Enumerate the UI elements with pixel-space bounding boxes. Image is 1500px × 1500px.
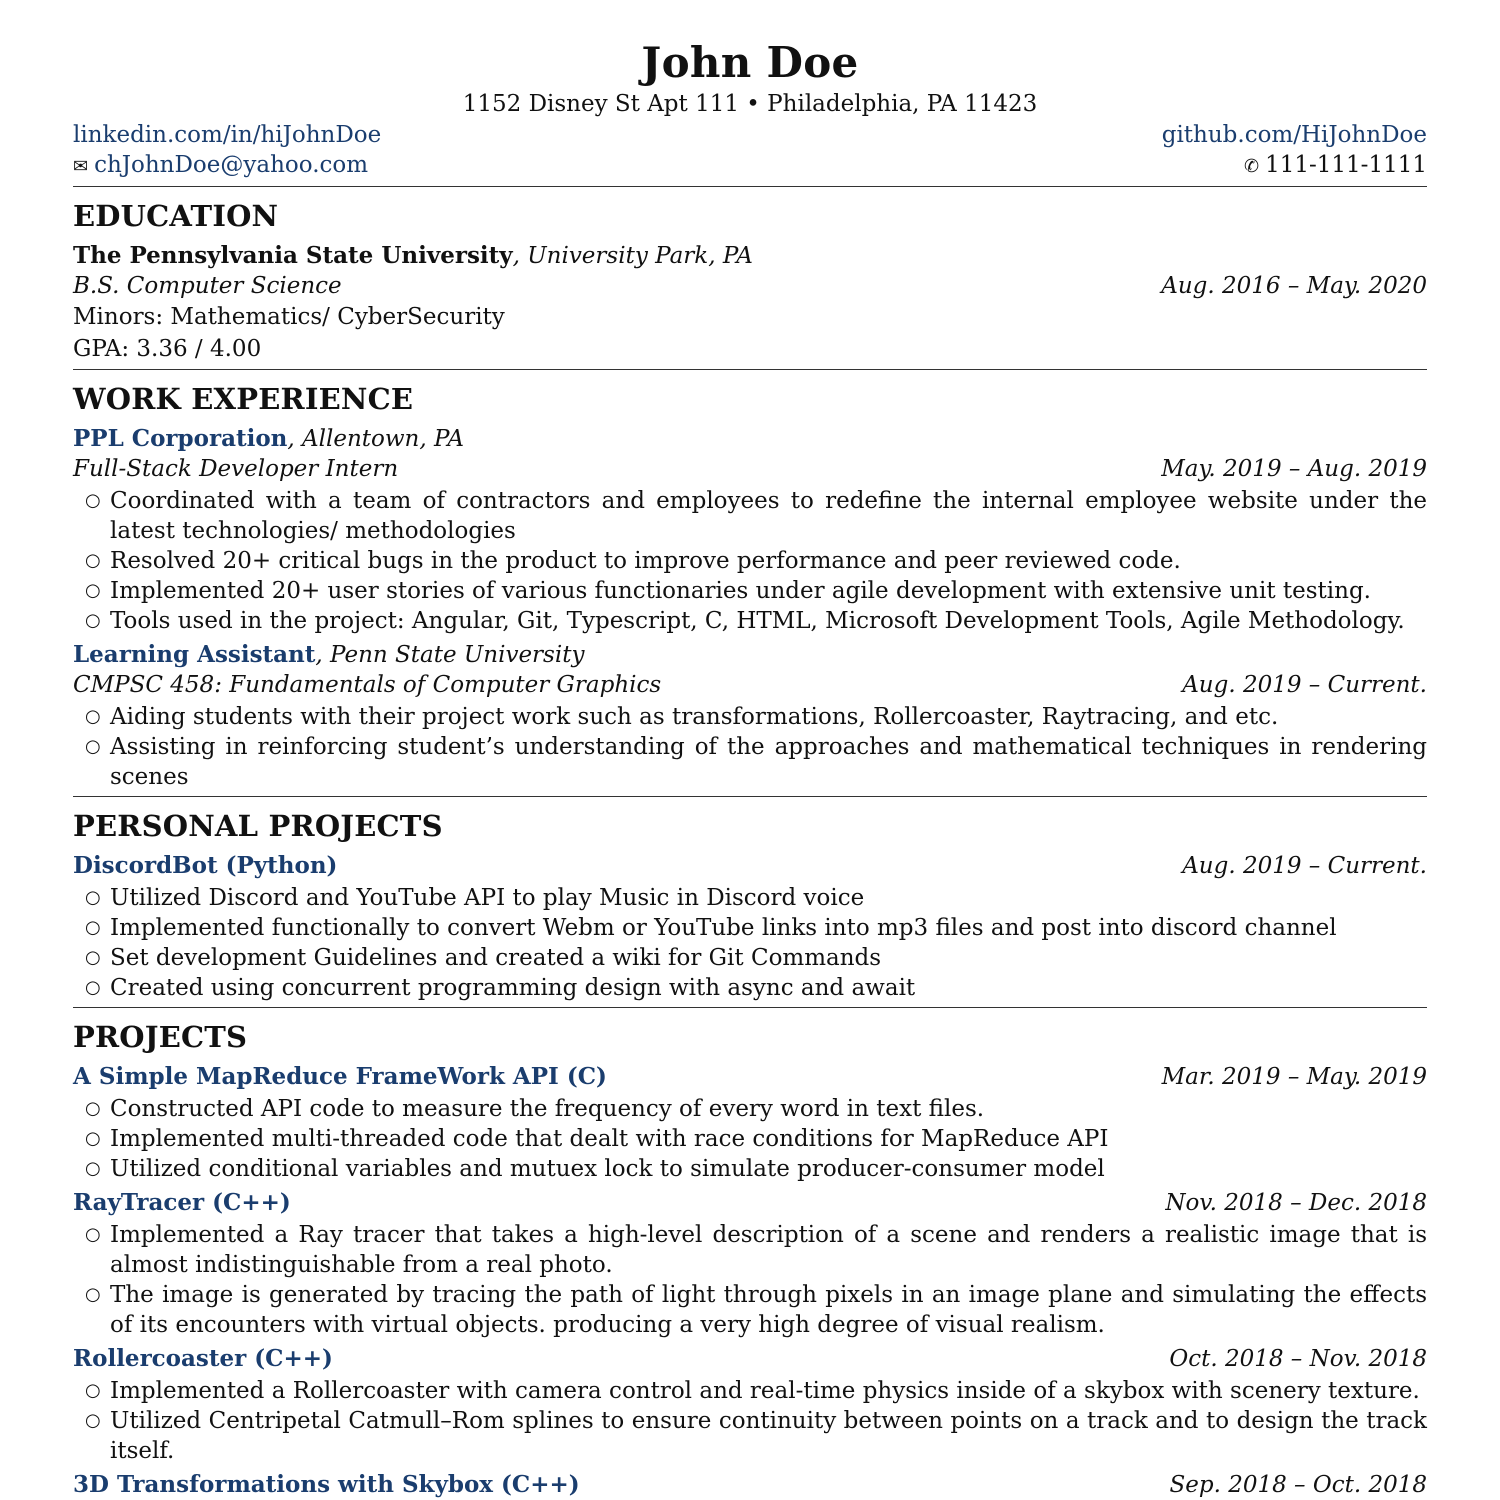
minors: Minors: Mathematics/ CyberSecurity	[73, 304, 505, 330]
project-head	[73, 1188, 1427, 1218]
project-head	[73, 1344, 1427, 1374]
job-org[interactable]: PPL Corporation	[73, 425, 288, 452]
section-title-projects: PROJECTS	[73, 1020, 248, 1054]
job-head	[73, 424, 1427, 454]
job-dates: May. 2019 – Aug. 2019	[1161, 456, 1427, 482]
phone-number: 111-111-1111	[1265, 152, 1427, 178]
divider	[73, 796, 1427, 797]
bullet-circle-icon: ○	[85, 917, 101, 938]
bullet-circle-icon: ○	[85, 977, 101, 998]
job-role-row	[73, 670, 1427, 700]
project-title[interactable]: A Simple MapReduce FrameWork API (C)	[73, 1063, 607, 1090]
gpa: GPA: 3.36 / 4.00	[73, 336, 262, 362]
address: 1152 Disney St Apt 111 • Philadelphia, PA 11423	[462, 91, 1038, 117]
list-item: ○ Utilized Discord and YouTube API to play Music in Discord voice	[85, 885, 865, 911]
bullet-circle-icon: ○	[85, 1284, 101, 1305]
list-item: ○ Constructed API code to measure the frequency of every word in text files.	[85, 1096, 985, 1122]
education-dates: Aug. 2016 – May. 2020	[1161, 273, 1427, 299]
school-name: The Pennsylvania State University	[73, 242, 513, 269]
phone-contact	[1244, 150, 1427, 182]
job-role: CMPSC 458: Fundamentals of Computer Graphics	[73, 672, 662, 698]
list-item: ○ Assisting in reinforcing student’s understanding of the approaches and mathematical techniques in rendering scenes	[85, 734, 1427, 790]
education-entry-head	[73, 241, 1427, 271]
list-item: ○ The image is generated by tracing the path of light through pixels in an image plane and simulating the effects of its encounters with virtual objects. producing a very high degree of visual realism.	[85, 1282, 1427, 1338]
bullet-circle-icon: ○	[85, 490, 101, 511]
project-bullets	[73, 1220, 1427, 1340]
job-role: Full-Stack Developer Intern	[73, 456, 399, 482]
school-location: , University Park, PA	[512, 243, 753, 269]
bullet-circle-icon: ○	[85, 736, 101, 757]
phone-icon: ✆	[1244, 156, 1260, 177]
section-title-personal-projects: PERSONAL PROJECTS	[73, 809, 443, 843]
contact-row-links	[73, 120, 1427, 150]
project-title[interactable]: 3D Transformations with Skybox (C++)	[73, 1471, 580, 1498]
bullet-circle-icon: ○	[85, 550, 101, 571]
contact-row-info	[73, 150, 1427, 182]
project-dates: Oct. 2018 – Nov. 2018	[1169, 1346, 1427, 1372]
linkedin-link[interactable]: linkedin.com/in/hiJohnDoe	[73, 122, 382, 148]
list-item: ○ Coordinated with a team of contractors and employees to redefine the internal employee website under the latest technologies/ methodologies	[85, 488, 1427, 544]
project-head	[73, 1062, 1427, 1092]
github-link[interactable]: github.com/HiJohnDoe	[1161, 122, 1427, 148]
project-bullets	[73, 1376, 1427, 1466]
bullet-circle-icon: ○	[85, 1158, 101, 1179]
job-bullets	[73, 486, 1427, 636]
divider	[73, 186, 1427, 187]
list-item: ○ Tools used in the project: Angular, Git, Typescript, C, HTML, Microsoft Development Tools, Agile Methodology.	[85, 608, 1405, 634]
list-item: ○ Created using concurrent programming design with async and await	[85, 975, 916, 1001]
degree-row	[73, 271, 1427, 301]
job-org[interactable]: Learning Assistant	[73, 641, 316, 668]
email-link[interactable]: chJohnDoe@yahoo.com	[94, 152, 369, 178]
bullet-circle-icon: ○	[85, 1380, 101, 1401]
bullet-circle-icon: ○	[85, 580, 101, 601]
resume-page	[73, 0, 1427, 1500]
job-dates: Aug. 2019 – Current.	[1182, 672, 1427, 698]
list-item: ○ Implemented multi-threaded code that dealt with race conditions for MapReduce API	[85, 1126, 1109, 1152]
project-title[interactable]: Rollercoaster (C++)	[73, 1345, 333, 1372]
job-location: , Penn State University	[315, 642, 585, 668]
bullet-circle-icon: ○	[85, 1224, 101, 1245]
job-bullets	[73, 702, 1427, 792]
envelope-icon: ✉	[73, 156, 89, 177]
section-title-work: WORK EXPERIENCE	[73, 382, 414, 416]
project-head	[73, 1470, 1427, 1500]
list-item: ○ Utilized Centripetal Catmull–Rom splines to ensure continuity between points on a track and to design the track itself.	[85, 1408, 1427, 1464]
project-dates: Sep. 2018 – Oct. 2018	[1169, 1472, 1427, 1498]
list-item: ○ Set development Guidelines and created a wiki for Git Commands	[85, 945, 882, 971]
list-item: ○ Utilized conditional variables and mutuex lock to simulate producer-consumer model	[85, 1156, 1105, 1182]
bullet-circle-icon: ○	[85, 947, 101, 968]
project-dates: Mar. 2019 – May. 2019	[1161, 1064, 1427, 1090]
project-dates: Nov. 2018 – Dec. 2018	[1165, 1190, 1427, 1216]
project-bullets	[73, 1094, 1427, 1184]
list-item: ○ Implemented a Ray tracer that takes a high-level description of a scene and renders a realistic image that is almost indistinguishable from a real photo.	[85, 1222, 1427, 1278]
job-head	[73, 640, 1427, 670]
project-dates: Aug. 2019 – Current.	[1182, 853, 1427, 879]
list-item: ○ Implemented 20+ user stories of various functionaries under agile development with extensive unit testing.	[85, 578, 1371, 604]
section-title-education: EDUCATION	[73, 199, 279, 233]
list-item: ○ Implemented functionally to convert Webm or YouTube links into mp3 files and post into discord channel	[85, 915, 1337, 941]
resume-name: John Doe	[641, 38, 859, 87]
project-bullets	[73, 883, 1427, 1003]
bullet-circle-icon: ○	[85, 1098, 101, 1119]
bullet-circle-icon: ○	[85, 887, 101, 908]
bullet-circle-icon: ○	[85, 1128, 101, 1149]
degree: B.S. Computer Science	[73, 273, 342, 299]
job-role-row	[73, 454, 1427, 484]
project-title[interactable]: RayTracer (C++)	[73, 1189, 291, 1216]
list-item: ○ Resolved 20+ critical bugs in the product to improve performance and peer reviewed code.	[85, 548, 1181, 574]
bullet-circle-icon: ○	[85, 706, 101, 727]
divider	[73, 1007, 1427, 1008]
list-item: ○ Implemented a Rollercoaster with camera control and real-time physics inside of a skybox with scenery texture.	[85, 1378, 1420, 1404]
job-location: , Allentown, PA	[287, 426, 464, 452]
bullet-circle-icon: ○	[85, 1410, 101, 1431]
project-title[interactable]: DiscordBot (Python)	[73, 852, 338, 879]
email-contact[interactable]	[73, 150, 368, 182]
divider	[73, 369, 1427, 370]
list-item: ○ Aiding students with their project work such as transformations, Rollercoaster, Raytracing, and etc.	[85, 704, 1279, 730]
project-head	[73, 851, 1427, 881]
bullet-circle-icon: ○	[85, 610, 101, 631]
